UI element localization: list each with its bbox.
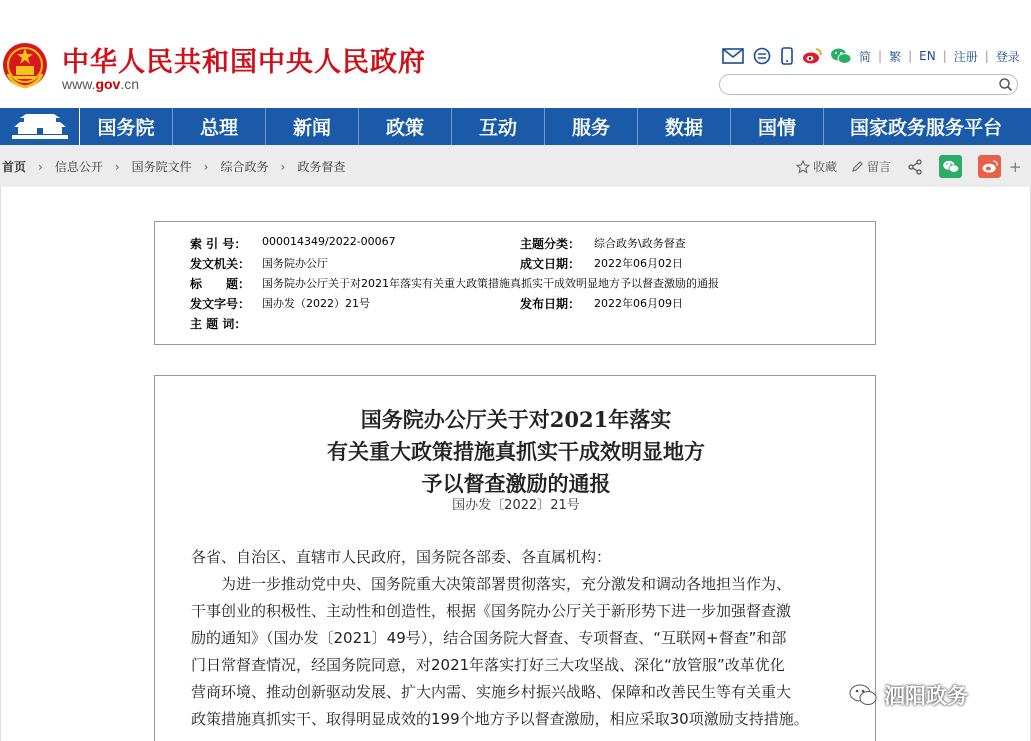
login-link[interactable]: 登录: [995, 49, 1020, 64]
document-salutation: 各省、自治区、直辖市人民政府，国务院各部委、各直属机构：: [191, 548, 612, 566]
share-icon[interactable]: [907, 159, 923, 175]
main-nav: [0, 108, 1031, 145]
meta-category-value: 综合政务\政务督查: [594, 237, 686, 250]
chevron-right-icon: ›: [203, 159, 209, 174]
breadcrumb-bar: [0, 145, 1031, 187]
nav-item-news[interactable]: 新闻: [266, 108, 359, 145]
meta-created-value: 2022年06月02日: [594, 257, 683, 270]
breadcrumb-info-disclosure[interactable]: 信息公开: [54, 160, 103, 174]
document-number: 国办发〔2022〕21号: [452, 498, 580, 513]
meta-created-label: 成文日期：: [520, 257, 581, 271]
weibo-share-button[interactable]: [978, 155, 1001, 178]
traditional-chinese-link[interactable]: 繁: [889, 49, 902, 64]
meta-docno-value: 国办发（2022）21号: [262, 297, 370, 310]
meta-title-row: [190, 275, 719, 292]
meta-issuer-value: 国务院办公厅: [262, 257, 328, 270]
nav-item-premier[interactable]: 总理: [173, 108, 266, 145]
meta-index-value: 000014349/2022-00067: [262, 235, 396, 248]
search-icon[interactable]: [998, 77, 1013, 92]
nav-item-state-council[interactable]: 国务院: [80, 108, 173, 145]
nav-item-data[interactable]: 数据: [638, 108, 731, 145]
share-tools: [796, 155, 1022, 178]
tiananmen-icon: [10, 113, 70, 141]
document-title-line: 予以督查激励的通报: [421, 471, 611, 496]
top-links-bar: [722, 46, 1020, 66]
meta-keywords-label: 主 题 词：: [190, 317, 247, 331]
favorite-button[interactable]: [796, 158, 837, 175]
meta-published-label: 发布日期：: [520, 297, 581, 311]
document-paragraph-line: 为进一步推动党中央、国务院重大决策部署贯彻落实，充分激发和调动各地担当作为、: [221, 575, 792, 593]
meta-title-value: 国务院办公厅关于对2021年落实有关重大政策措施真抓实干成效明显地方予以督查激励的通报: [262, 277, 719, 290]
meta-published-row: [520, 295, 683, 312]
meta-issuer-row: [190, 255, 328, 272]
nav-item-interaction[interactable]: 互动: [452, 108, 545, 145]
mobile-phone-icon[interactable]: [780, 47, 794, 65]
breadcrumb-general-affairs[interactable]: 综合政务: [220, 160, 269, 174]
meta-index-label: 索 引 号：: [190, 237, 247, 251]
url-suffix: .cn: [120, 76, 140, 92]
meta-keywords-row: [190, 315, 262, 332]
document-title-line: 国务院办公厅关于对2021年落实: [360, 407, 672, 432]
favorite-label: 收藏: [813, 160, 838, 174]
nav-item-policy[interactable]: 政策: [359, 108, 452, 145]
chevron-right-icon: ›: [114, 159, 120, 174]
separator: |: [908, 49, 913, 63]
site-title[interactable]: 中华人民共和国中央人民政府: [62, 47, 426, 78]
wechat-watermark-icon: [848, 682, 878, 708]
document-paragraph-line: 励的通知》（国办发〔2021〕49号），结合国务院大督查、专项督查、“互联网+督查”和部: [191, 629, 787, 647]
document-paragraph-line: 营商环境、推动创新驱动发展、扩大内需、实施乡村振兴战略、保障和改善民生等有关重大: [191, 683, 792, 701]
search-box: [719, 74, 1018, 95]
wechat-icon[interactable]: [830, 47, 852, 65]
site-url[interactable]: [62, 76, 139, 92]
document-title-line: 有关重大政策措施真抓实干成效明显地方: [327, 439, 705, 464]
document-body: [154, 375, 876, 741]
document-paragraph-line: 政策措施真抓实干、取得明显成效的199个地方予以督查激励，相应采取30项激励支持措施。: [191, 710, 809, 728]
wechat-share-button[interactable]: [939, 155, 962, 178]
separator: |: [878, 49, 883, 63]
breadcrumb: [2, 158, 345, 175]
meta-index-row: [190, 235, 396, 252]
url-domain: gov: [95, 76, 121, 92]
nav-item-services[interactable]: 服务: [545, 108, 638, 145]
chat-bubble-icon[interactable]: [751, 47, 773, 65]
separator: |: [942, 49, 947, 63]
star-icon: [796, 160, 810, 174]
chevron-right-icon: ›: [280, 159, 286, 174]
nav-home[interactable]: [0, 108, 80, 145]
simplified-chinese-link[interactable]: 简: [859, 49, 872, 64]
document-metadata: [154, 221, 876, 345]
nav-item-national-info[interactable]: 国情: [731, 108, 824, 145]
pencil-icon: [851, 160, 864, 173]
meta-created-row: [520, 255, 683, 272]
source-watermark: [848, 680, 968, 710]
message-label: 留言: [867, 160, 892, 174]
meta-category-row: [520, 235, 686, 252]
more-share-button[interactable]: +: [1009, 157, 1022, 176]
chevron-right-icon: ›: [38, 159, 43, 174]
meta-title-label: 标 题：: [190, 277, 251, 291]
message-button[interactable]: [851, 158, 891, 175]
breadcrumb-state-council-docs[interactable]: 国务院文件: [131, 160, 192, 174]
weibo-icon: [981, 159, 999, 174]
meta-docno-label: 发文字号：: [190, 297, 251, 311]
meta-published-value: 2022年06月09日: [594, 297, 683, 310]
breadcrumb-supervision[interactable]: 政务督查: [297, 160, 346, 174]
mail-icon[interactable]: [722, 47, 744, 65]
meta-issuer-label: 发文机关：: [190, 257, 251, 271]
meta-category-label: 主题分类：: [520, 237, 581, 251]
nav-item-gov-service-platform[interactable]: 国家政务服务平台: [850, 117, 1003, 139]
url-prefix: www.: [62, 76, 96, 92]
document-paragraph-line: 干事创业的积极性、主动性和创造性，根据《国务院办公厅关于新形势下进一步加强督查激: [191, 602, 792, 620]
wechat-icon: [942, 159, 960, 174]
english-link[interactable]: EN: [919, 49, 936, 63]
meta-docno-row: [190, 295, 370, 312]
breadcrumb-home[interactable]: 首页: [2, 160, 27, 174]
separator: |: [984, 49, 989, 63]
document-paragraph-line: 门日常督查情况，经国务院同意，对2021年落实打好三大攻坚战、深化“放管服”改革优化: [191, 656, 785, 674]
weibo-icon[interactable]: [801, 47, 823, 65]
site-header: [0, 0, 1031, 108]
national-emblem-icon[interactable]: [2, 40, 48, 90]
document-title: [155, 404, 877, 500]
search-input[interactable]: [730, 77, 1000, 96]
register-link[interactable]: 注册: [953, 49, 978, 64]
watermark-text: 泗阳政务: [884, 684, 968, 708]
